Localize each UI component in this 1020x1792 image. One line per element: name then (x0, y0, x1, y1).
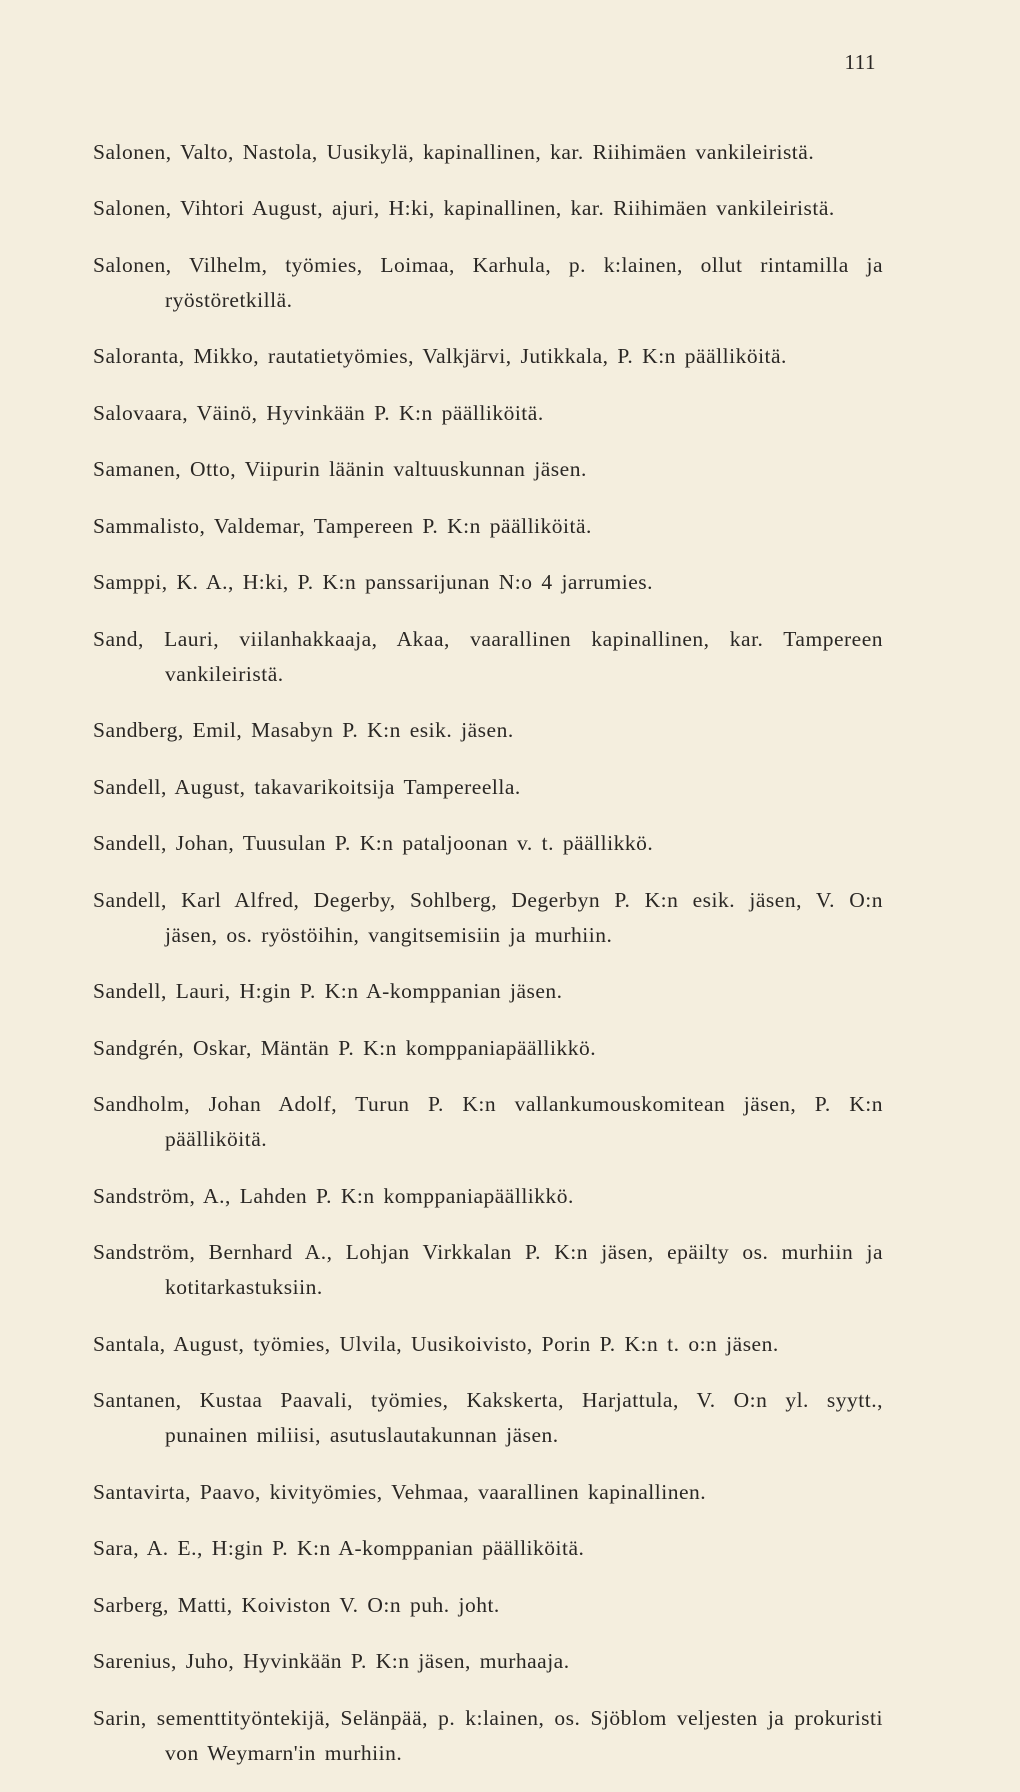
list-item: Sandell, Karl Alfred, Degerby, Sohlberg, Degerbyn P. K:n esik. jäsen, V. O:n jäsen, os. ryöstöihin, vangitsemisiin ja murhiin. (93, 887, 883, 947)
list-item: Sammalisto, Valdemar, Tampereen P. K:n päälliköitä. (93, 513, 592, 538)
list-item: Salonen, Valto, Nastola, Uusikylä, kapinallinen, kar. Riihimäen vankileiristä. (93, 139, 815, 164)
list-item: Santanen, Kustaa Paavali, työmies, Kakskerta, Harjattula, V. O:n yl. syytt., punainen miliisi, asutuslautakunnan jäsen. (93, 1388, 883, 1447)
list-item: Sandström, Bernhard A., Lohjan Virkkalan P. K:n jäsen, epäilty os. murhiin ja kotitarkastuksiin. (93, 1240, 883, 1299)
list-item: Sand, Lauri, viilanhakkaaja, Akaa, vaarallinen kapinallinen, kar. Tampereen vankileiristä. (93, 626, 883, 686)
list-item: Saloranta, Mikko, rautatietyömies, Valkjärvi, Jutikkala, P. K:n päälliköitä. (93, 344, 787, 368)
list-item: Salonen, Vihtori August, ajuri, H:ki, kapinallinen, kar. Riihimäen vankileiristä. (93, 196, 835, 220)
list-item: Sarin, sementtityöntekijä, Selänpää, p. k:lainen, os. Sjöblom veljesten ja prokuristi von Weymarn'in murhiin. (93, 1705, 883, 1765)
list-item: Sandberg, Emil, Masabyn P. K:n esik. jäsen. (93, 718, 514, 742)
entry-list (93, 113, 883, 1792)
list-item: Sandholm, Johan Adolf, Turun P. K:n vallankumouskomitean jäsen, P. K:n päälliköitä. (93, 1092, 883, 1151)
list-item: Sandell, August, takavarikoitsija Tampereella. (93, 774, 521, 799)
list-item: Santavirta, Paavo, kivityömies, Vehmaa, vaarallinen kapinallinen. (93, 1479, 707, 1504)
list-item: Sarberg, Matti, Koiviston V. O:n puh. joht. (93, 1592, 500, 1617)
list-item: Samanen, Otto, Viipurin läänin valtuuskunnan jäsen. (93, 457, 587, 481)
list-item: Sandell, Johan, Tuusulan P. K:n pataljoonan v. t. päällikkö. (93, 831, 654, 855)
list-item: Salovaara, Väinö, Hyvinkään P. K:n päälliköitä. (93, 400, 544, 425)
list-item: Sara, A. E., H:gin P. K:n A-komppanian päälliköitä. (93, 1536, 585, 1560)
list-item: Sandell, Lauri, H:gin P. K:n A-komppanian jäsen. (93, 979, 563, 1003)
list-item: Santala, August, työmies, Ulvila, Uusikoivisto, Porin P. K:n t. o:n jäsen. (93, 1331, 779, 1356)
list-item: Sandgrén, Oskar, Mäntän P. K:n komppaniapäällikkö. (93, 1035, 597, 1060)
page-number: 111 (844, 50, 876, 74)
list-item: Salonen, Vilhelm, työmies, Loimaa, Karhula, p. k:lainen, ollut rintamilla ja ryöstöretkillä. (93, 252, 883, 312)
list-item: Samppi, K. A., H:ki, P. K:n panssarijunan N:o 4 jarrumies. (93, 570, 654, 594)
list-item: Sandström, A., Lahden P. K:n komppaniapäällikkö. (93, 1183, 574, 1208)
list-item: Sarenius, Juho, Hyvinkään P. K:n jäsen, murhaaja. (93, 1649, 570, 1673)
